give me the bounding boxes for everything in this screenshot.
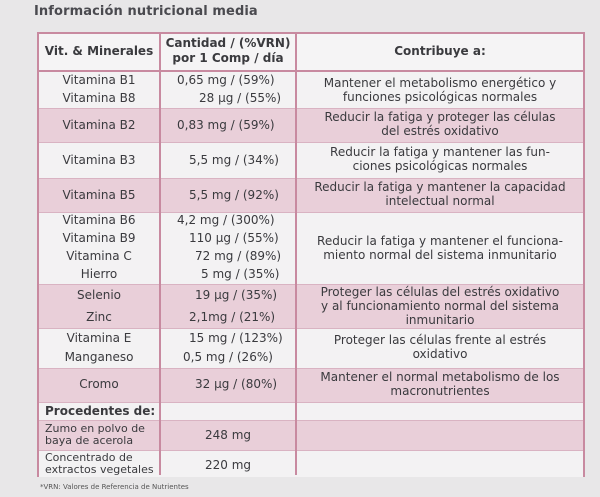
contribution-line: del estrés oxidativo: [381, 124, 499, 138]
table-title: Información nutricional media: [34, 4, 258, 19]
nutrient-name: Zinc: [86, 310, 112, 324]
nutrient-name: Vitamina E: [66, 331, 132, 345]
nutrient-amount: 72 mg / (89%): [195, 249, 282, 263]
nutrient-amount: 32 µg / (80%): [195, 377, 278, 391]
contribution-line: funciones psicológicas normales: [342, 90, 538, 104]
contribution-line: Reducir la fatiga y proteger las células: [324, 110, 556, 124]
contribution-line: oxidativo: [412, 347, 468, 361]
contribution-line: macronutrientes: [390, 384, 490, 398]
source-amount: 248 mg: [204, 428, 252, 442]
nutrient-name: Selenio: [77, 288, 121, 302]
contribution-line: y al funcionamiento normal del sistema: [321, 299, 559, 313]
table-row: [39, 212, 583, 284]
nutrition-table: [37, 32, 585, 477]
nutrient-name: Vitamina B5: [62, 188, 136, 202]
table-row: [39, 402, 583, 420]
header-contributes: Contribuye a:: [394, 44, 486, 58]
contribution-line: intelectual normal: [385, 194, 495, 208]
contribution-line: miento normal del sistema inmunitario: [323, 248, 557, 262]
nutrient-amount: 19 µg / (35%): [195, 288, 278, 302]
nutrient-amount: 5,5 mg / (92%): [189, 188, 279, 202]
contribution-line: Reducir la fatiga y mantener las fun-: [330, 145, 550, 159]
nutrient-amount: 5,5 mg / (34%): [189, 153, 279, 167]
header-amount-line1: Cantidad / (%VRN): [165, 36, 291, 50]
nutrient-name: Vitamina B6: [62, 213, 136, 227]
contribution-line: inmunitario: [405, 313, 475, 327]
nutrient-name: Manganeso: [64, 350, 134, 364]
nutrient-name: Vitamina B3: [62, 153, 136, 167]
source-name: Zumo en polvo de: [45, 422, 145, 435]
table-row: [39, 142, 583, 178]
contribution-line: Mantener el normal metabolismo de los: [320, 370, 560, 384]
contribution-line: Mantener el metabolismo energético y: [323, 76, 557, 90]
contribution-line: ciones psicológicas normales: [352, 159, 528, 173]
nutrient-name: Vitamina B8: [62, 91, 136, 105]
contribution-line: Reducir la fatiga y mantener el funciona-: [317, 234, 563, 248]
table-row: [39, 284, 583, 328]
nutrient-amount: 4,2 mg / (300%): [177, 213, 275, 227]
nutrient-amount: 0,83 mg / (59%): [177, 118, 275, 132]
contribution-line: Reducir la fatiga y mantener la capacidad: [314, 180, 566, 194]
procedentes-label: Procedentes de:: [45, 404, 156, 418]
nutrient-amount: 28 µg / (55%): [199, 91, 282, 105]
source-name: baya de acerola: [45, 434, 134, 447]
nutrient-amount: 0,65 mg / (59%): [177, 73, 275, 87]
nutrient-name: Vitamina B2: [62, 118, 136, 132]
footnote: *VRN: Valores de Referencia de Nutrientes: [40, 483, 189, 491]
source-amount: 220 mg: [204, 458, 252, 472]
table-row: [39, 450, 583, 477]
table-row: [39, 420, 583, 450]
table-row: [39, 178, 583, 212]
nutrient-name: Cromo: [79, 377, 119, 391]
table-row: [39, 328, 583, 368]
contribution-line: Proteger las células del estrés oxidativo: [320, 285, 560, 299]
nutrient-amount: 0,5 mg / (26%): [183, 350, 273, 364]
table-row: [39, 72, 583, 108]
header-amount-line2: por 1 Comp / día: [172, 51, 284, 65]
table-row: [39, 368, 583, 402]
nutrient-name: Vitamina B9: [62, 231, 136, 245]
nutrient-amount: 5 mg / (35%): [201, 267, 280, 281]
nutrient-name: Vitamina C: [66, 249, 132, 263]
nutrient-amount: 15 mg / (123%): [189, 331, 283, 345]
contribution-line: Proteger las células frente al estrés: [333, 333, 547, 347]
table-row: [39, 108, 583, 142]
nutrient-name: Vitamina B1: [62, 73, 136, 87]
nutrient-name: Hierro: [80, 267, 118, 281]
table-header: [39, 34, 583, 70]
source-name: extractos vegetales: [45, 463, 154, 476]
header-vitamins: Vit. & Minerales: [44, 44, 154, 58]
nutrient-amount: 2,1mg / (21%): [189, 310, 276, 324]
source-name: Concentrado de: [45, 451, 133, 464]
nutrient-amount: 110 µg / (55%): [189, 231, 279, 245]
